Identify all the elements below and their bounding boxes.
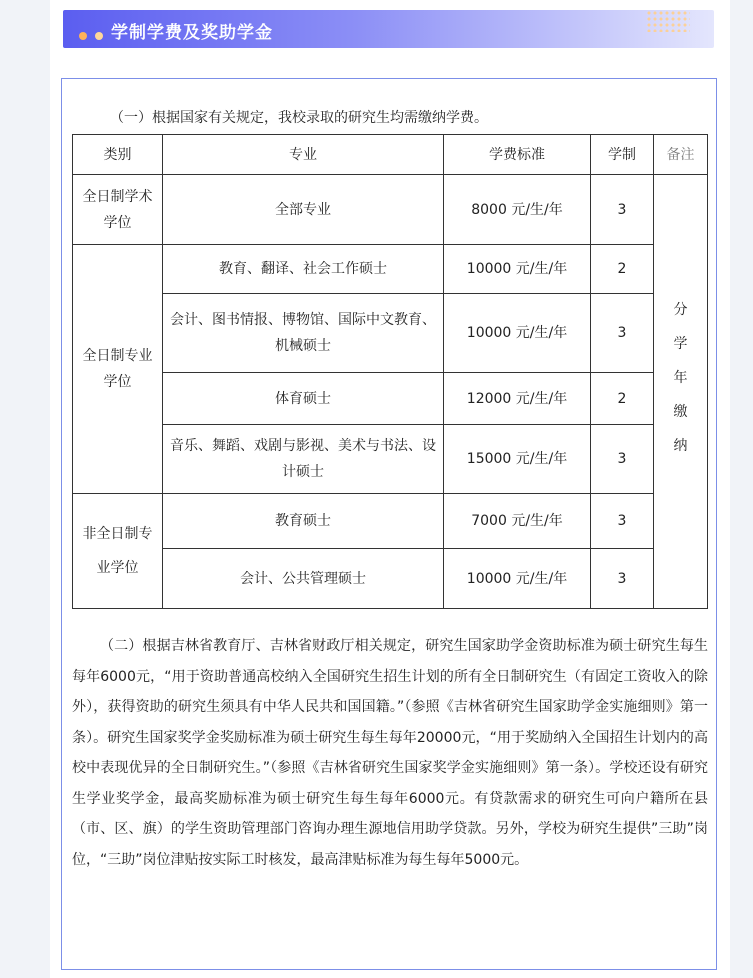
table-row <box>73 549 708 609</box>
table-row <box>73 175 708 245</box>
header-note: 备注 <box>654 135 708 175</box>
duration-cell: 3 <box>591 294 654 373</box>
fee-cell: 8000 元/生/年 <box>444 175 591 245</box>
header-category: 类别 <box>73 135 163 175</box>
table-row <box>73 373 708 425</box>
section-header <box>63 10 714 48</box>
table-row <box>73 245 708 294</box>
major-cell: 会计、图书情报、博物馆、国际中文教育、机械硕士 <box>163 294 444 373</box>
fee-cell: 12000 元/生/年 <box>444 373 591 425</box>
major-cell: 教育、翻译、社会工作硕士 <box>163 245 444 294</box>
note-cell <box>654 175 708 609</box>
category-professional: 全日制专业学位 <box>82 348 153 390</box>
duration-cell: 3 <box>591 175 654 245</box>
dot-grid-decoration <box>646 10 690 32</box>
major-cell: 体育硕士 <box>163 373 444 425</box>
fee-table <box>72 134 708 609</box>
table-header-row <box>73 135 708 175</box>
fee-cell: 15000 元/生/年 <box>444 425 591 494</box>
duration-cell: 2 <box>591 245 654 294</box>
section-title: 学制学费及奖助学金 <box>111 23 273 43</box>
header-duration: 学制 <box>591 135 654 175</box>
duration-cell: 2 <box>591 373 654 425</box>
category-part-time: 非全日制专业学位 <box>82 526 153 576</box>
fee-intro-paragraph: （一）根据国家有关规定，我校录取的研究生均需缴纳学费。 <box>110 110 488 126</box>
table-row <box>73 425 708 494</box>
note-text: 分学年缴纳 <box>673 302 688 454</box>
fee-cell: 10000 元/生/年 <box>444 549 591 609</box>
dot-icon <box>79 32 87 40</box>
header-major: 专业 <box>163 135 444 175</box>
category-cell <box>73 494 163 609</box>
duration-cell: 3 <box>591 425 654 494</box>
major-cell: 全部专业 <box>163 175 444 245</box>
dot-icon <box>95 32 103 40</box>
major-cell: 会计、公共管理硕士 <box>163 549 444 609</box>
fee-cell: 10000 元/生/年 <box>444 245 591 294</box>
table-row <box>73 494 708 549</box>
duration-cell: 3 <box>591 494 654 549</box>
table-row <box>73 294 708 373</box>
category-cell <box>73 245 163 494</box>
category-cell <box>73 175 163 245</box>
duration-cell: 3 <box>591 549 654 609</box>
major-cell: 音乐、舞蹈、戏剧与影视、美术与书法、设计硕士 <box>163 425 444 494</box>
category-academic: 全日制学术学位 <box>82 188 153 231</box>
major-cell: 教育硕士 <box>163 494 444 549</box>
header-dots <box>79 25 106 44</box>
scholarship-paragraph: （二）根据吉林省教育厅、吉林省财政厅相关规定，研究生国家助学金资助标准为硕士研究生每生每年6000元，“用于资助普通高校纳入全国研究生招生计划的所有全日制研究生（有固定工资收入的除外），获得资助的研究生须具有中华人民共和国国籍。”（参照《吉林省研究生国家助学金实施细则》第一条）。研究生国家奖学金奖励标准为硕士研究生每生每年20000元，“用于奖励纳入全国招生计划内的高校中表现优异的全日制研究生。”（参照《吉林省研究生国家奖学金实施细则》第一条）。学校还设有研究生学业奖学金，最高奖励标准为硕士研究生每生每年6000元。有贷款需求的研究生可向户籍所在县（市、区、旗）的学生资助管理部门咨询办理生源地信用助学贷款。另外，学校为研究生提供”三助”岗位，“三助”岗位津贴按实际工时核发，最高津贴标准为每生每年5000元。 <box>72 638 708 868</box>
fee-cell: 10000 元/生/年 <box>444 294 591 373</box>
header-fee: 学费标准 <box>444 135 591 175</box>
fee-cell: 7000 元/生/年 <box>444 494 591 549</box>
